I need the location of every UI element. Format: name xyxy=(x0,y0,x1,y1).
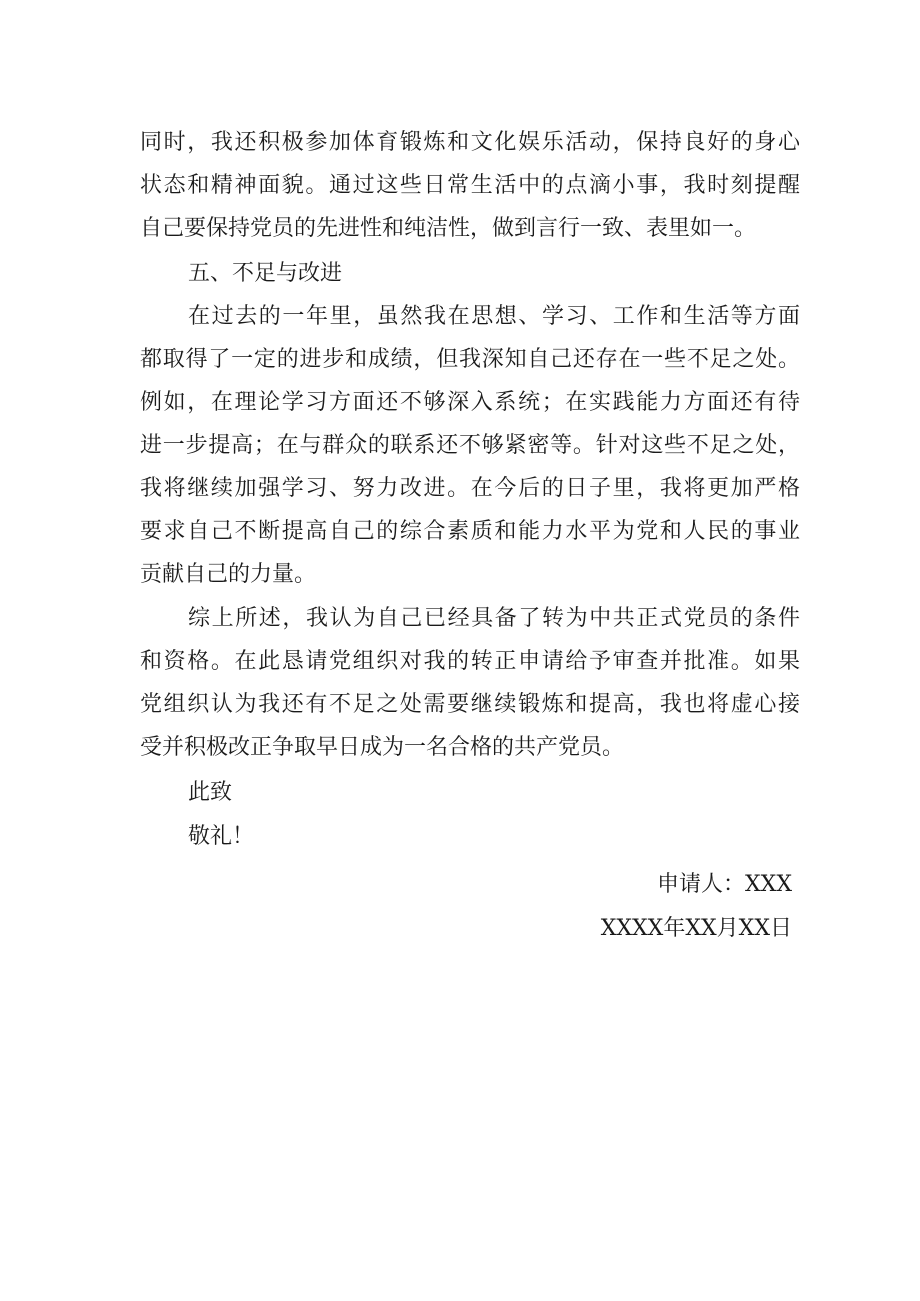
paragraph-line: 状态和精神面貌。通过这些日常生活中的点滴小事，我时刻提醒 xyxy=(140,173,800,198)
applicant-signature: 申请人：XXX xyxy=(657,872,792,897)
paragraph-line: 和资格。在此恳请党组织对我的转正申请给予审查并批准。如果 xyxy=(140,649,800,674)
paragraph-line: 进一步提高；在与群众的联系还不够紧密等。针对这些不足之处， xyxy=(140,433,800,458)
closing-salutation: 此致 xyxy=(188,780,233,805)
paragraph-line: 党组织认为我还有不足之处需要继续锻炼和提高，我也将虚心接 xyxy=(140,692,800,717)
paragraph-line: 自己要保持党员的先进性和纯洁性，做到言行一致、表里如一。 xyxy=(140,216,757,241)
paragraph-line: 同时，我还积极参加体育锻炼和文化娱乐活动，保持良好的身心 xyxy=(140,130,800,155)
section-heading: 五、不足与改进 xyxy=(188,261,343,286)
closing-respect: 敬礼！ xyxy=(188,824,255,849)
paragraph-line: 贡献自己的力量。 xyxy=(140,562,317,587)
paragraph-line: 受并积极改正争取早日成为一名合格的共产党员。 xyxy=(140,735,625,760)
application-date: XXXX年XX月XX日 xyxy=(600,916,792,941)
paragraph-line: 要求自己不断提高自己的综合素质和能力水平为党和人民的事业 xyxy=(140,519,800,544)
paragraph-line: 我将继续加强学习、努力改进。在今后的日子里，我将更加严格 xyxy=(140,476,800,501)
paragraph-line: 都取得了一定的进步和成绩，但我深知自己还存在一些不足之处。 xyxy=(140,347,800,372)
paragraph-line: 综上所述，我认为自己已经具备了转为中共正式党员的条件 xyxy=(188,606,800,631)
paragraph-line: 在过去的一年里，虽然我在思想、学习、工作和生活等方面 xyxy=(188,304,800,329)
paragraph-line: 例如，在理论学习方面还不够深入系统；在实践能力方面还有待 xyxy=(140,390,800,415)
